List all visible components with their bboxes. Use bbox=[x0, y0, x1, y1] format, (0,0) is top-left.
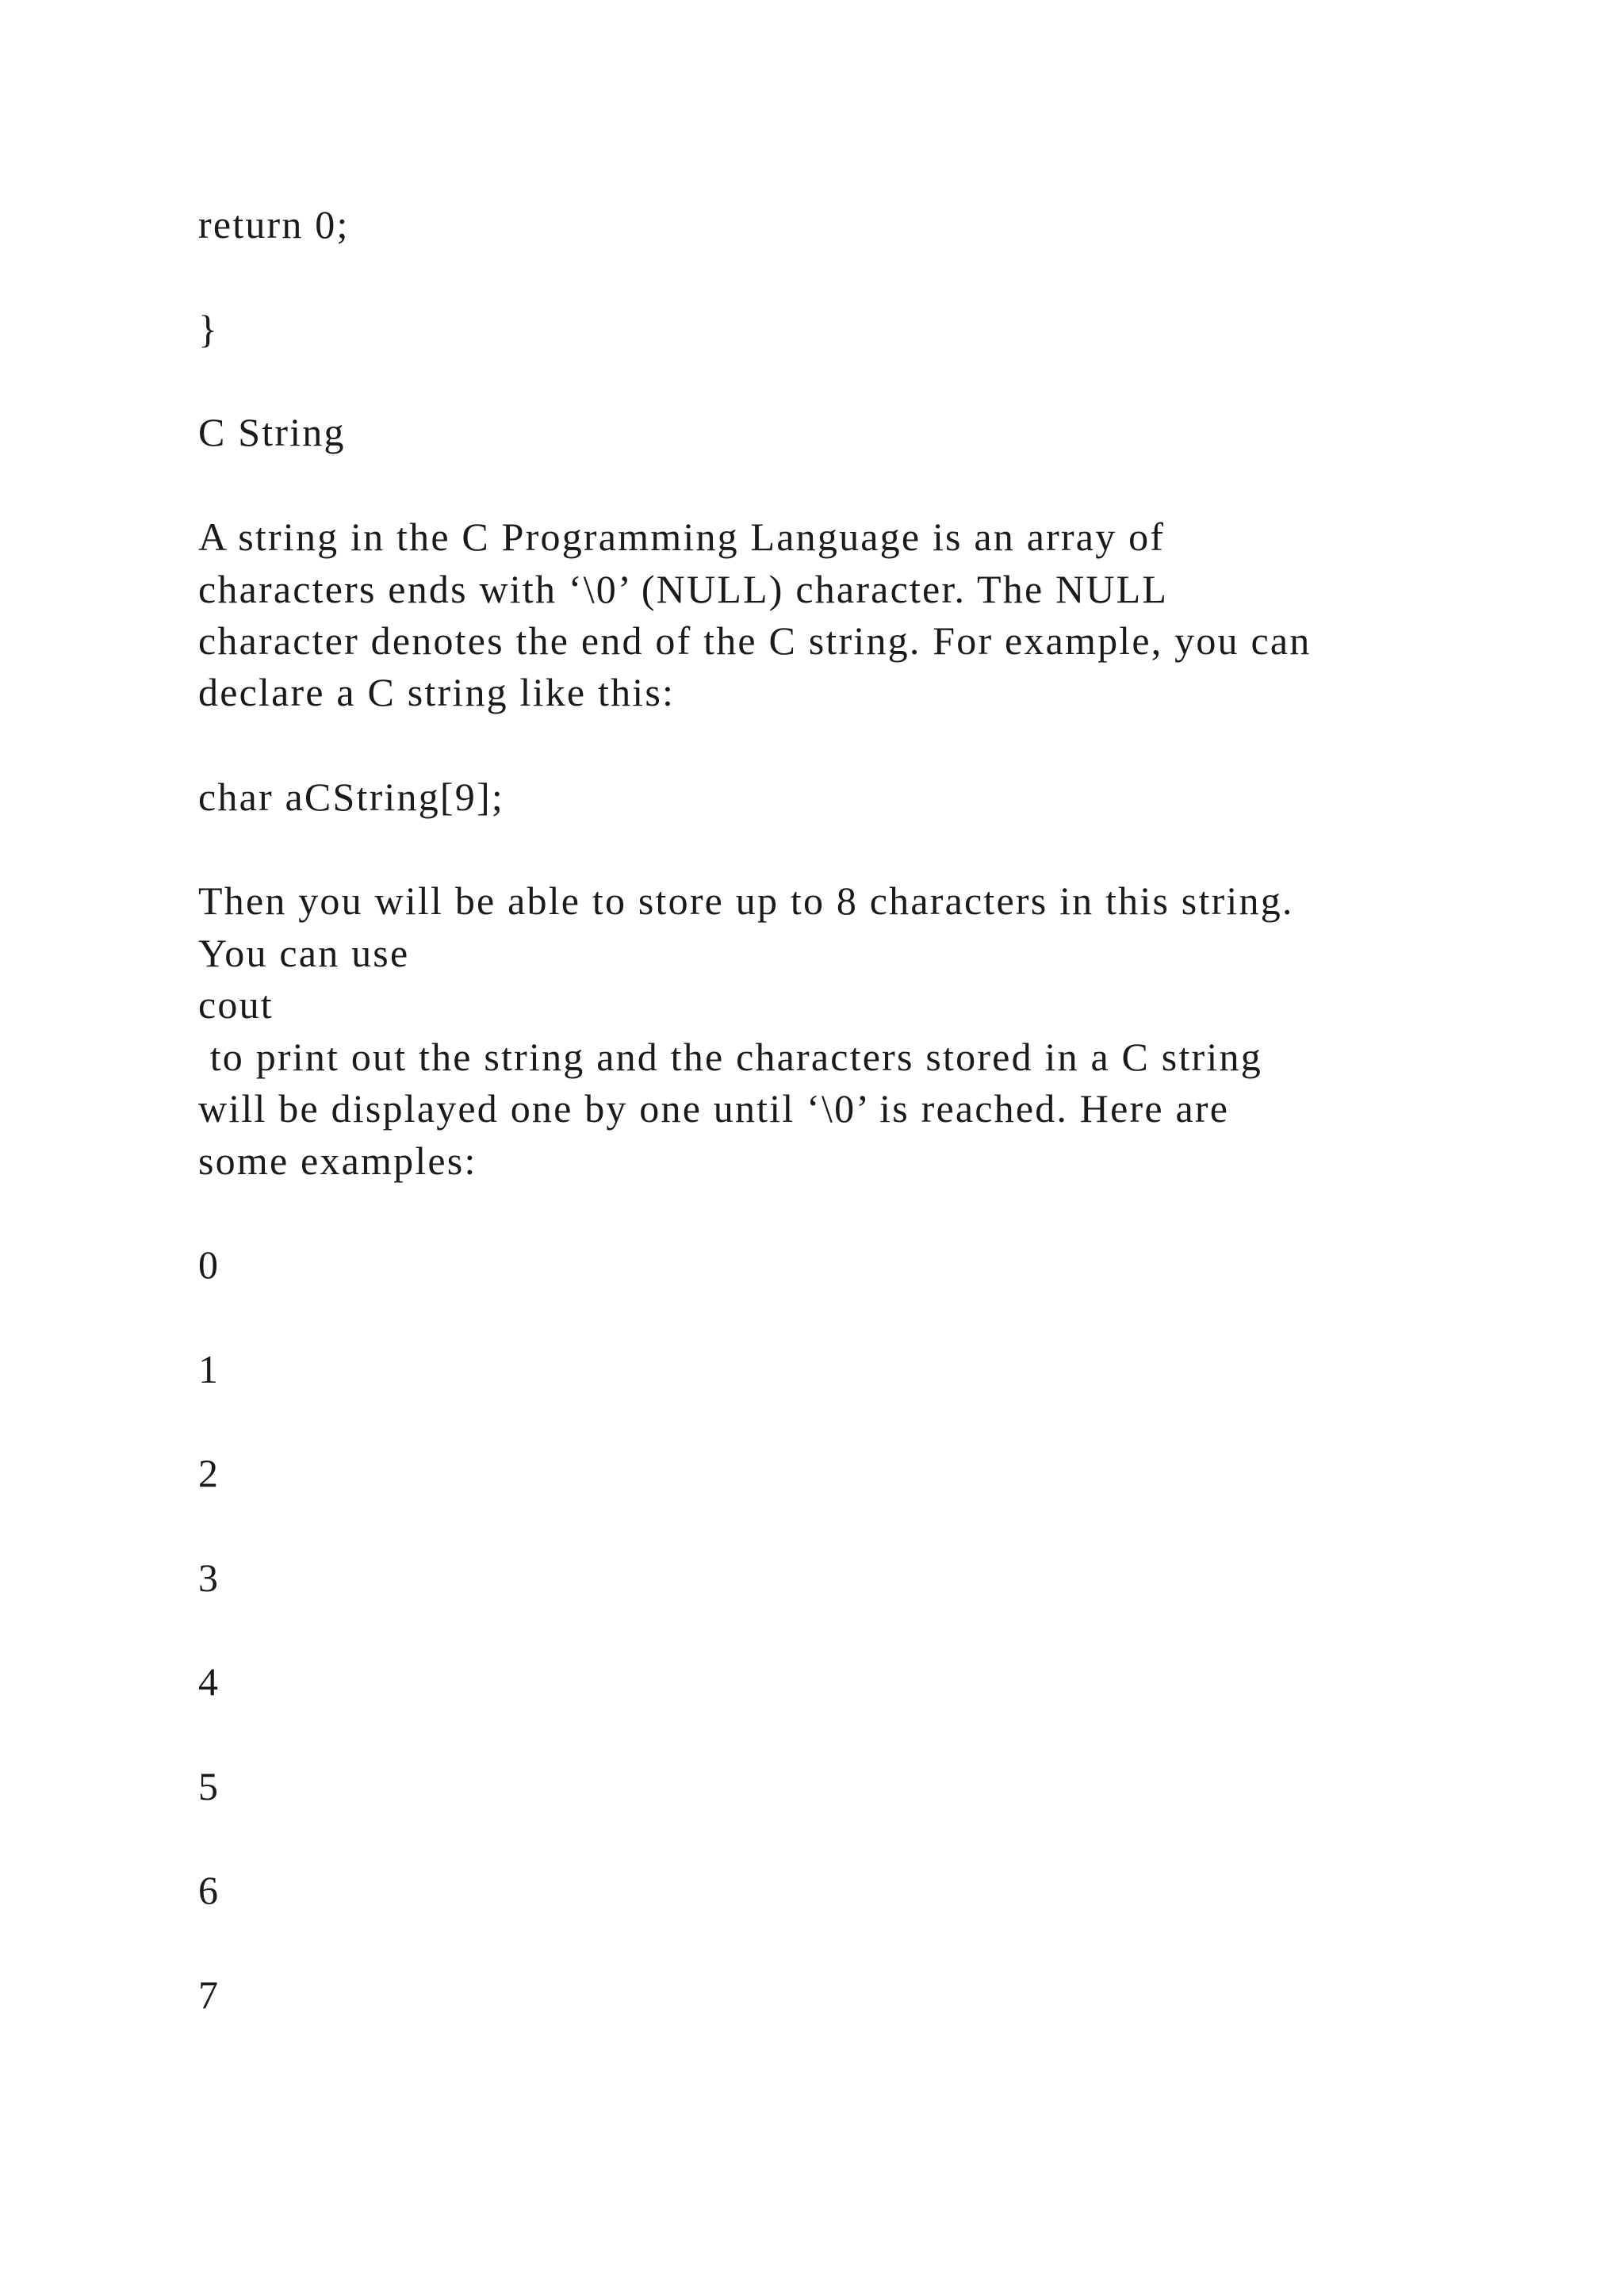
index-item: 0 bbox=[198, 1242, 218, 1287]
paragraph-line: characters ends with ‘\0’ (NULL) character. The NULL bbox=[198, 567, 1169, 611]
index-item: 4 bbox=[198, 1659, 218, 1704]
index-item: 7 bbox=[198, 1973, 218, 2017]
paragraph-line: declare a C string like this: bbox=[198, 670, 676, 714]
paragraph-line: You can use bbox=[198, 931, 410, 975]
index-item: 2 bbox=[198, 1451, 218, 1495]
code-declaration-line: char aCString[9]; bbox=[198, 775, 504, 819]
index-item: 3 bbox=[198, 1556, 218, 1600]
index-item: 5 bbox=[198, 1764, 218, 1808]
code-closing-brace: } bbox=[198, 307, 220, 351]
index-item: 6 bbox=[198, 1868, 218, 1912]
paragraph-line: A string in the C Programming Language is an array of bbox=[198, 515, 1166, 559]
index-item: 1 bbox=[198, 1347, 218, 1391]
section-heading: C String bbox=[198, 410, 346, 454]
paragraph-line: cout bbox=[198, 982, 274, 1027]
paragraph-line: some examples: bbox=[198, 1138, 477, 1183]
paragraph-line: will be displayed one by one until ‘\0’ is reached. Here are bbox=[198, 1086, 1230, 1131]
paragraph-line: character denotes the end of the C string. For example, you can bbox=[198, 618, 1312, 663]
paragraph-line: Then you will be able to store up to 8 characters in this string. bbox=[198, 878, 1294, 923]
code-return-line: return 0; bbox=[198, 202, 350, 247]
paragraph-line: to print out the string and the characters stored in a C string bbox=[198, 1035, 1262, 1079]
